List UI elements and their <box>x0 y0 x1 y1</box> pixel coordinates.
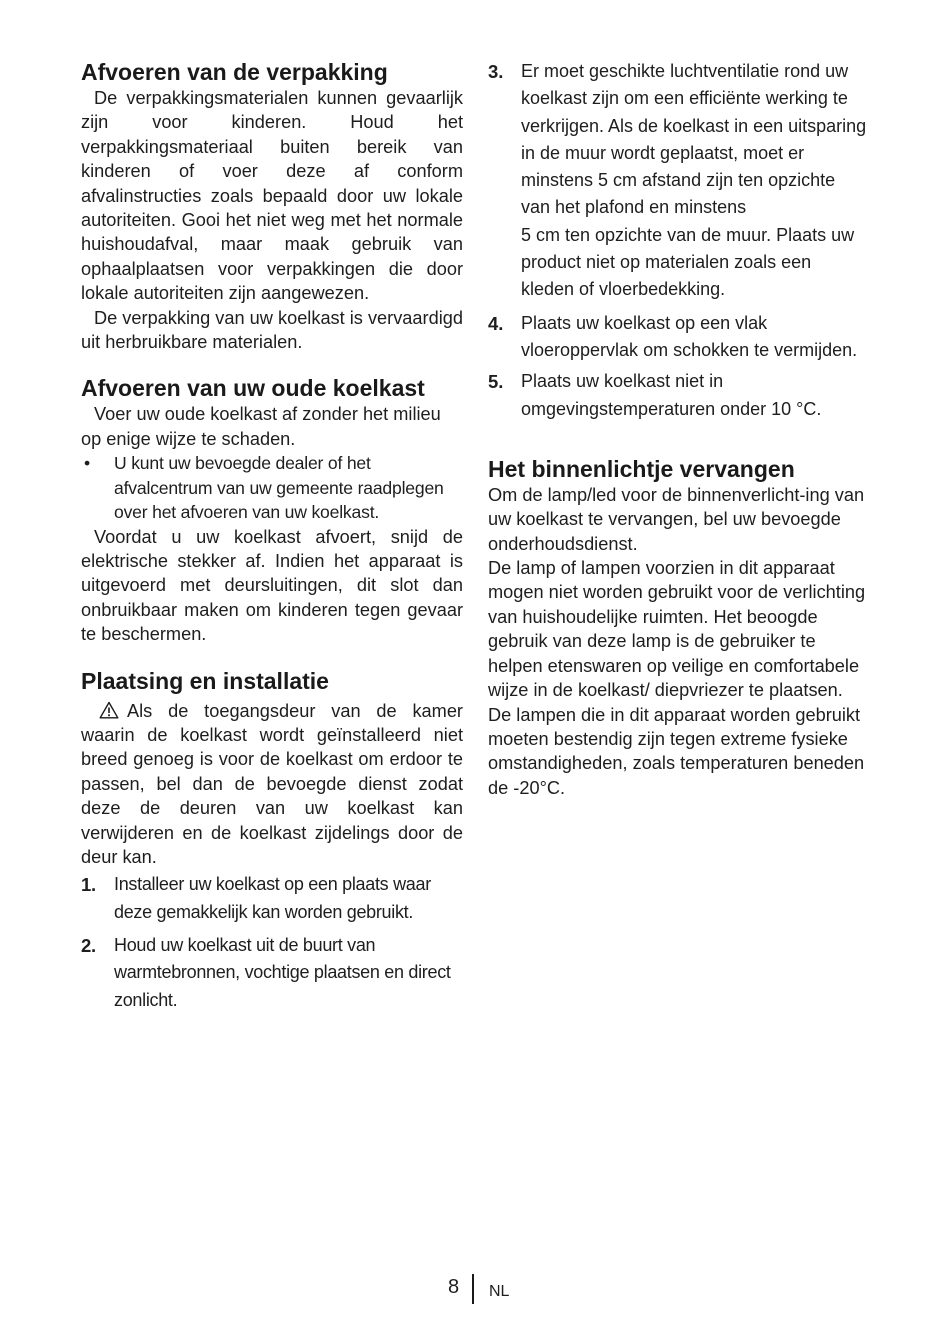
bullet-mark: • <box>84 453 90 474</box>
list-text-part-a: Er moet geschikte luchtventilatie rond uw koelkast zijn om een efficiënte werking te verkrijgen. Als de koelkast in een uitsparing in de muur wordt geplaatst, moet er minstens 5 cm afstand zijn ten opzichte van het plafond en minstens <box>521 61 867 218</box>
list-text: Installeer uw koelkast op een plaats waar deze gemakkelijk kan worden gebruikt. <box>114 874 431 922</box>
bullet-item <box>81 451 463 524</box>
page-number: 8 <box>448 1276 460 1298</box>
list-item <box>488 368 868 423</box>
old-fridge-paragraph: Voer uw oude koelkast af zonder het milieu op enige wijze te schaden. <box>81 404 441 449</box>
list-text: Plaats uw koelkast op een vlak vloeroppervlak om schokken te vermijden. <box>521 312 858 360</box>
bullet-text: U kunt uw bevoegde dealer of het afvalcentrum van uw gemeente raadplegen over het afvoeren van uw koelkast. <box>114 453 444 523</box>
section-heading-packaging: Afvoeren van de verpakking <box>81 59 388 85</box>
light-resistance-paragraph: De lampen die in dit apparaat worden gebruikt moeten bestendig zijn tegen extreme fysieke omstandigheden, zoals temperaturen beneden de -20°C. <box>488 704 865 798</box>
section-heading-light: Het binnenlichtje vervangen <box>488 455 795 482</box>
light-paragraph: Om de lamp/led voor de binnenverlicht-ing van uw koelkast te vervangen, bel uw bevoegde onderhoudsdienst. <box>488 484 865 554</box>
list-text <box>521 58 868 304</box>
list-number: 1. <box>81 874 96 896</box>
light-usage-paragraph: De lamp of lampen voorzien in dit apparaat mogen niet worden gebruikt voor de verlichting van huishoudelijke ruimten. Het beoogde gebruik van deze lamp is de gebruiker te helpen etenswaren op veilige en comfortabele wijze in de koelkast/ diepvriezer te plaatsen. <box>488 558 866 701</box>
list-number: 3. <box>488 61 504 82</box>
language-code: NL <box>489 1283 510 1300</box>
packaging-recycle-paragraph: De verpakking van uw koelkast is vervaardigd uit herbruikbare materialen. <box>81 307 463 353</box>
list-item <box>488 310 868 365</box>
list-number: 5. <box>488 371 504 393</box>
list-item <box>81 871 463 926</box>
list-text-part-b: 5 cm ten opzichte van de muur. Plaats uw product niet op materialen zoals een kleden of vloerbedekking. <box>521 224 855 300</box>
old-fridge-plug-paragraph: Voordat u uw koelkast afvoert, snijd de elektrische stekker af. Indien het apparaat is uitgevoerd met deursluitingen, dit slot dan onbruikbaar maken om kinderen tegen gevaar te beschermen. <box>81 526 463 645</box>
warning-text: Als de toegangsdeur van de kamer waarin de koelkast wordt geïnstalleerd niet breed genoeg is voor de koelkast om erdoor te passen, bel dan de bevoegde dienst zodat deze de deuren van uw koelkast kan verwijderen en de koelkast zijdelings door de deur kan. <box>81 700 463 867</box>
list-number: 4. <box>488 312 504 334</box>
warning-triangle-icon <box>99 701 119 719</box>
warning-paragraph <box>81 699 463 870</box>
list-text: Houd uw koelkast uit de buurt van warmtebronnen, vochtige plaatsen en direct zonlicht. <box>114 934 451 1010</box>
list-item <box>488 58 868 304</box>
list-text: Plaats uw koelkast niet in omgevingstemperaturen onder 10 °C. <box>521 371 822 419</box>
packaging-paragraph: De verpakkingsmaterialen kunnen gevaarlijk zijn voor kinderen. Houd het verpakkingsmateriaal buiten bereik van kinderen of voer deze af conform afvalinstructies zoals bepaald door uw lokale autoriteiten. Gooi het niet weg met het normale huishoudafval, maar maak gebruik van ophaalplaatsen voor verpakkingen die door lokale autoriteiten zijn aangewezen. <box>81 88 463 304</box>
section-heading-old-fridge: Afvoeren van uw oude koelkast <box>81 375 425 402</box>
section-heading-installation: Plaatsing en installatie <box>81 667 329 694</box>
footer-divider <box>472 1274 474 1304</box>
list-number: 2. <box>81 934 96 956</box>
page-footer <box>0 1272 950 1312</box>
list-item <box>81 932 463 1014</box>
left-column <box>81 58 463 1014</box>
right-column <box>488 58 868 800</box>
